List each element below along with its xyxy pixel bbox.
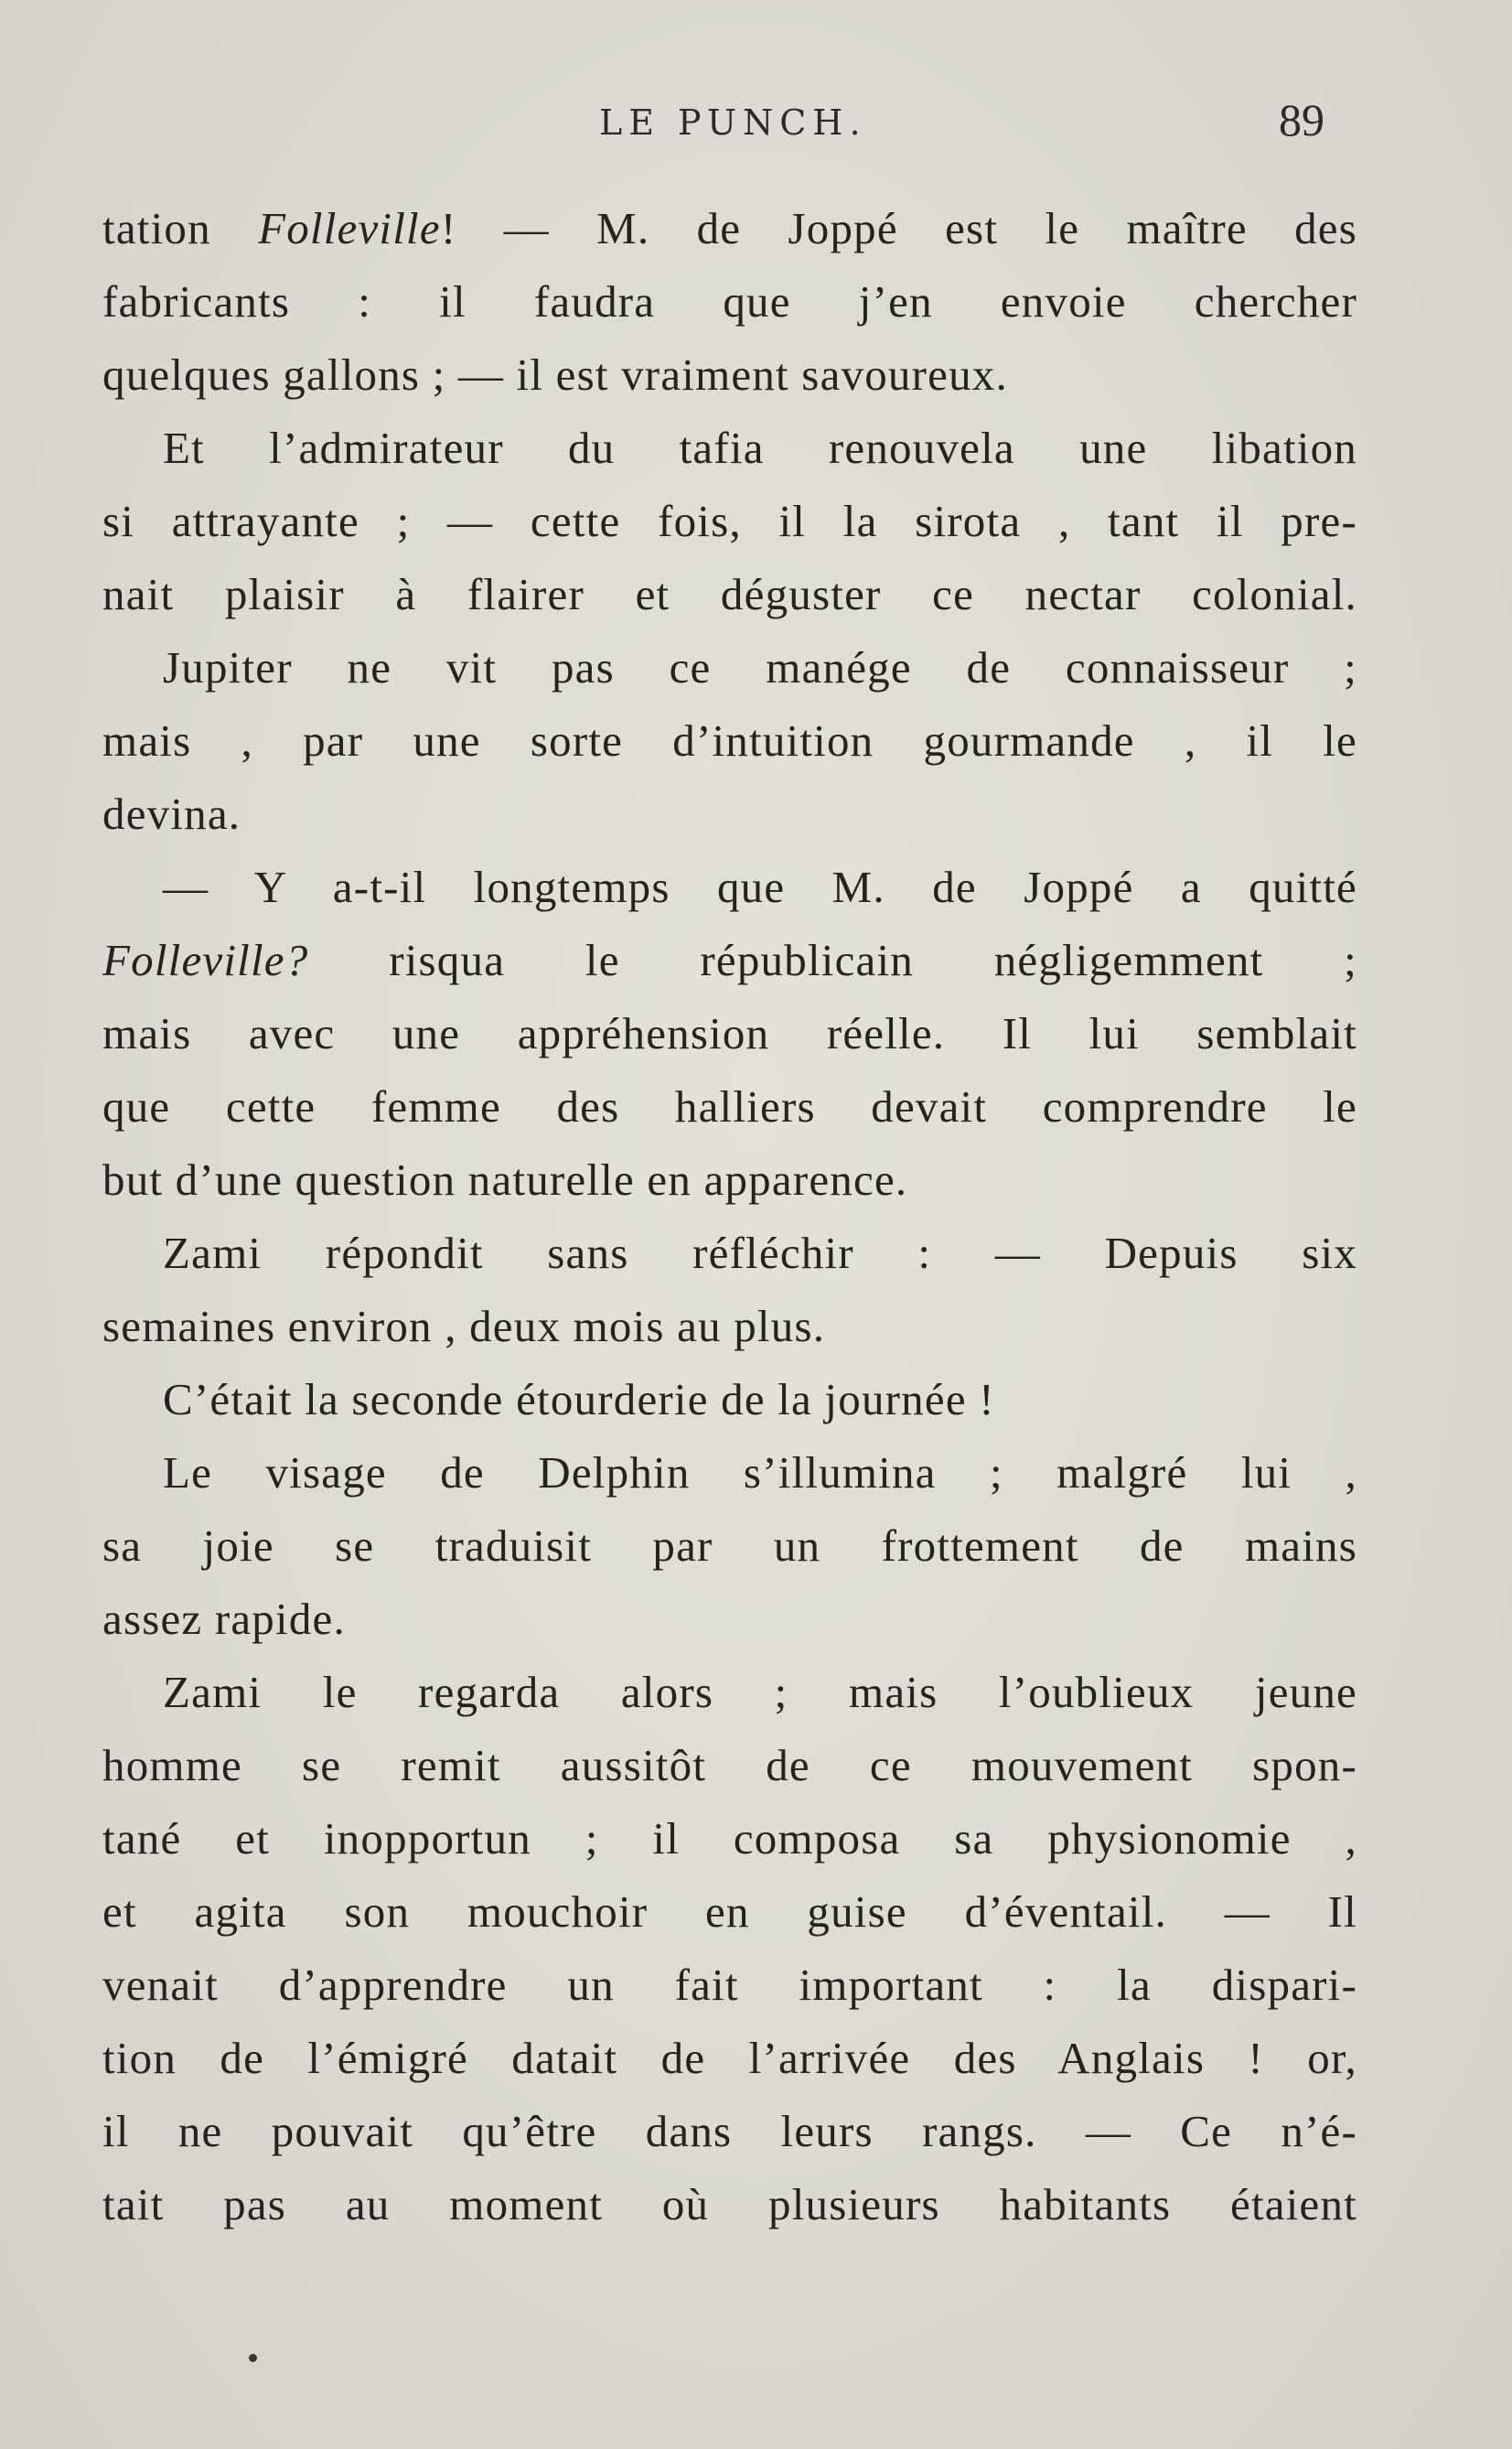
text-line: tion de l’émigré datait de l’arrivée des Anglais ! or, (102, 2033, 1357, 2083)
running-title: LE PUNCH. (599, 102, 867, 143)
text-line: tané et inopportun ; il composa sa physionomie , (102, 1813, 1357, 1864)
text-line: fabricants : il faudra que j’en envoie chercher (102, 276, 1357, 327)
text-line: Le visage de Delphin s’illumina ; malgré lui , (163, 1447, 1357, 1498)
page-number: 89 (1279, 94, 1324, 145)
text-line: — Y a-t-il longtemps que M. de Joppé a quitté (163, 862, 1357, 912)
text-line: but d’une question naturelle en apparence. (102, 1155, 908, 1205)
text-line: devina. (102, 789, 241, 839)
text-line: semaines environ , deux mois au plus. (102, 1301, 826, 1351)
text-line: sa joie se traduisit par un frottement de mains (102, 1520, 1357, 1571)
text-line: quelques gallons ; — il est vraiment savoureux. (102, 349, 1008, 400)
text-line: C’était la seconde étourderie de la journée ! (163, 1374, 995, 1424)
text-line: mais avec une appréhension réelle. Il lui semblait (102, 1008, 1357, 1058)
text-line: venait d’apprendre un fait important : la dispari- (102, 1960, 1357, 2010)
body-text (102, 192, 1357, 2241)
text-line: Zami répondit sans réfléchir : — Depuis six (163, 1228, 1357, 1278)
text-line: assez rapide. (102, 1594, 346, 1644)
text-line: si attrayante ; — cette fois, il la sirota , tant il pre- (102, 496, 1357, 546)
text-line: et agita son mouchoir en guise d’éventail. — Il (102, 1886, 1357, 1937)
text-line: tation Folleville! — M. de Joppé est le maître des (102, 203, 1357, 253)
running-head (0, 94, 1512, 154)
ink-speck (249, 2354, 257, 2362)
text-line: Jupiter ne vit pas ce manége de connaisseur ; (163, 642, 1357, 693)
text-line: que cette femme des halliers devait comprendre le (102, 1081, 1357, 1132)
text-line: mais , par une sorte d’intuition gourmande , il le (102, 715, 1357, 766)
text-line: tait pas au moment où plusieurs habitants étaient (102, 2179, 1357, 2229)
text-line: nait plaisir à flairer et déguster ce nectar colonial. (102, 569, 1357, 619)
text-line: Zami le regarda alors ; mais l’oublieux jeune (163, 1667, 1357, 1717)
text-line: Et l’admirateur du tafia renouvela une libation (163, 423, 1357, 473)
text-line: Folleville? risqua le républicain négligemment ; (102, 935, 1357, 985)
text-line: homme se remit aussitôt de ce mouvement spon- (102, 1740, 1357, 1790)
text-line: il ne pouvait qu’être dans leurs rangs. — Ce n’é- (102, 2106, 1357, 2156)
